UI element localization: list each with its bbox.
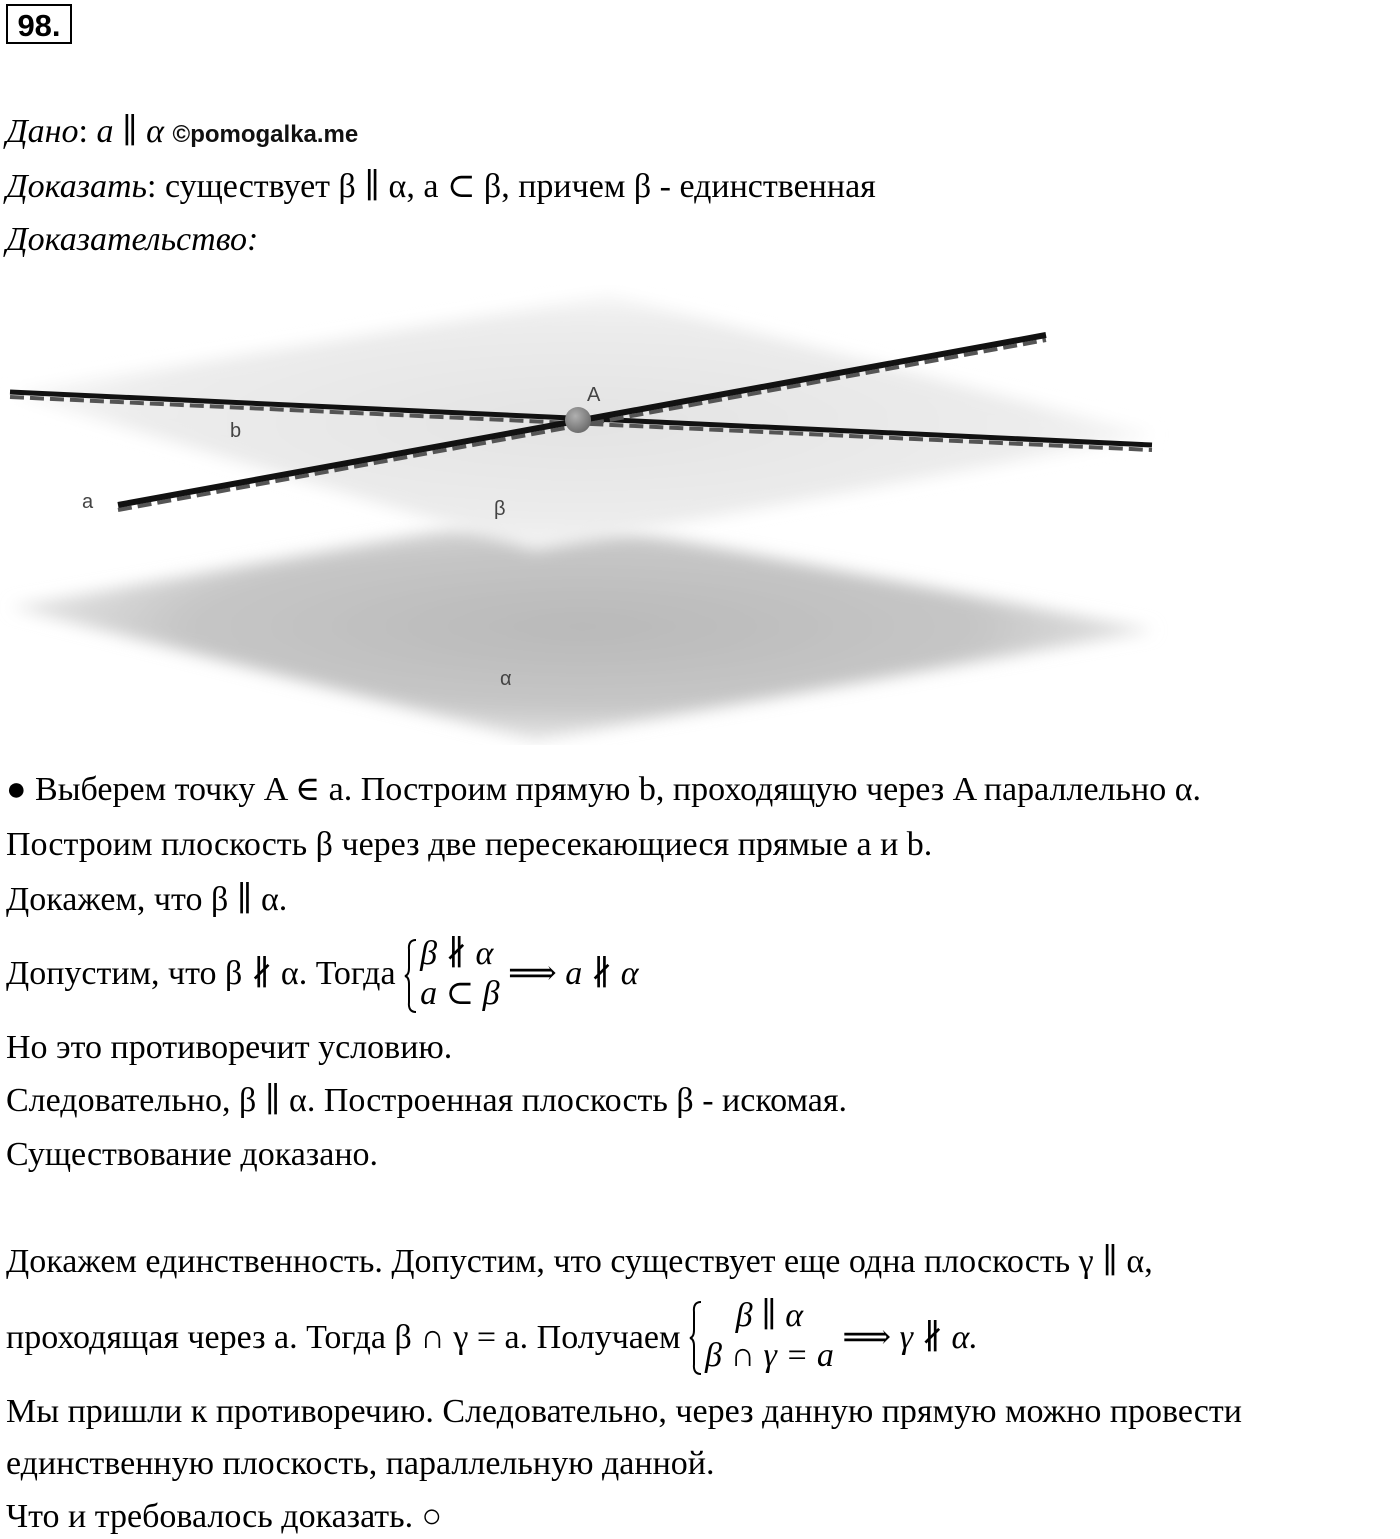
uniqueness-line-5: Что и требовалось доказать. ○ <box>6 1498 443 1535</box>
geometry-figure <box>0 285 1170 745</box>
existence-line-4 <box>6 934 639 1014</box>
existence-line-6: Следовательно, β ∥ α. Построенная плоскость β - искомая. <box>6 1082 847 1119</box>
prove-line: Доказать: существует β ∥ α, a ⊂ β, причем β - единственная <box>6 168 876 205</box>
point-a <box>565 407 591 433</box>
given-text: a ∥ α <box>96 113 165 150</box>
existence-line-3: Докажем, что β ∥ α. <box>6 881 288 918</box>
watermark: ©pomogalka.me <box>172 121 359 148</box>
existence-line-7: Существование доказано. <box>6 1136 379 1173</box>
label-line-a: a <box>82 491 94 513</box>
brace-icon <box>404 938 418 1014</box>
uniqueness-line-2 <box>6 1296 978 1376</box>
existence-system <box>404 934 499 1014</box>
uniqueness-system-row-2: β ∩ γ = a <box>705 1337 834 1374</box>
existence-system-row-2: a ⊂ β <box>420 975 500 1012</box>
uniqueness-system <box>689 1296 834 1376</box>
existence-line-4-prefix: Допустим, что β ∦ α. Тогда <box>6 955 396 992</box>
uniqueness-line-2-suffix: ⟹ γ ∦ α. <box>842 1319 978 1356</box>
problem-number: 98. <box>6 4 72 44</box>
prove-text: существует β ∥ α, a ⊂ β, причем β - единственная <box>164 168 876 205</box>
uniqueness-system-row-1: β ∥ α <box>735 1297 804 1334</box>
label-point-a: A <box>587 384 601 406</box>
uniqueness-line-2-prefix: проходящая через a. Тогда β ∩ γ = a. Получаем <box>6 1319 681 1356</box>
label-plane-alpha: α <box>500 668 512 690</box>
uniqueness-line-3: Мы пришли к противоречию. Следовательно, через данную прямую можно провести <box>6 1393 1242 1430</box>
existence-line-4-suffix: ⟹ a ∦ α <box>508 955 639 992</box>
label-line-b: b <box>230 420 242 442</box>
proof-heading: Доказательство: <box>6 221 259 258</box>
existence-line-5: Но это противоречит условию. <box>6 1029 453 1066</box>
uniqueness-line-4: единственную плоскость, параллельную данной. <box>6 1445 715 1482</box>
existence-line-1: ● Выберем точку A ∈ a. Построим прямую b, проходящую через A параллельно α. <box>6 771 1202 808</box>
plane-alpha <box>10 513 1155 740</box>
given-label: Дано <box>6 113 79 150</box>
given-line: Дано: a ∥ α ©pomogalka.me <box>6 113 359 150</box>
existence-system-row-1: β ∦ α <box>420 935 494 972</box>
uniqueness-line-1: Докажем единственность. Допустим, что существует еще одна плоскость γ ∥ α, <box>6 1243 1153 1280</box>
existence-line-2: Построим плоскость β через две пересекающиеся прямые a и b. <box>6 826 933 863</box>
brace-icon <box>689 1300 703 1376</box>
label-plane-beta: β <box>494 498 506 520</box>
prove-label: Доказать <box>6 168 147 205</box>
